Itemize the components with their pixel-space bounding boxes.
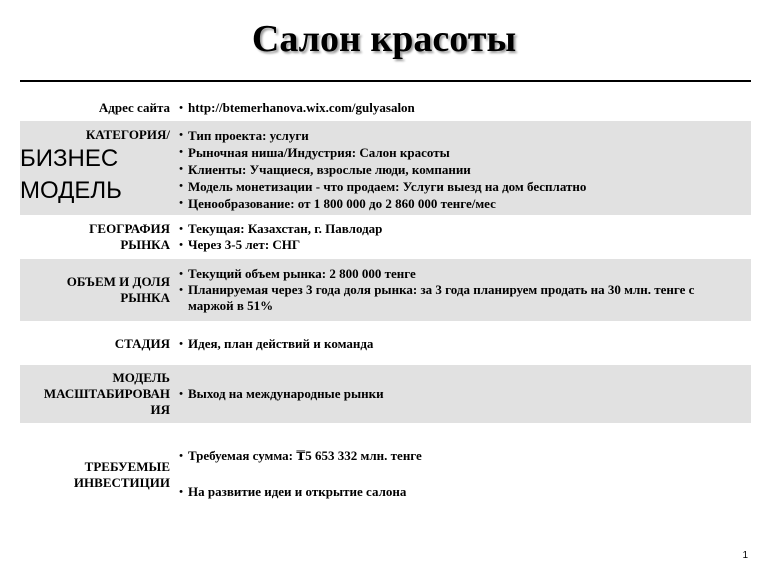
content-scaling bbox=[172, 365, 751, 423]
item-text: Рыночная ниша/Индустрия: Салон красоты bbox=[188, 145, 450, 160]
list-item bbox=[174, 336, 751, 352]
content-address bbox=[172, 98, 751, 118]
label-volume-1: ОБЪЕМ И ДОЛЯ bbox=[66, 274, 170, 289]
list-item bbox=[174, 127, 751, 144]
list-item bbox=[174, 178, 751, 195]
bullet-icon: • bbox=[179, 180, 183, 192]
list-item bbox=[174, 282, 751, 314]
list-item bbox=[174, 221, 751, 237]
row-geography bbox=[20, 218, 751, 256]
label-stage bbox=[20, 330, 172, 358]
bullet-icon: • bbox=[179, 450, 183, 462]
label-volume-2: РЫНКА bbox=[120, 290, 170, 305]
label-scaling-1: МОДЕЛЬ bbox=[112, 370, 170, 385]
content-category bbox=[172, 121, 751, 215]
bullet-icon: • bbox=[179, 223, 183, 235]
label-scaling-2: МАСШТАБИРОВАН bbox=[43, 386, 170, 401]
list-item bbox=[174, 100, 751, 116]
label-address bbox=[20, 98, 172, 118]
bullet-icon: • bbox=[179, 338, 183, 350]
row-volume bbox=[20, 259, 751, 321]
item-text: Модель монетизации - что продаем: Услуги выезд на дом бесплатно bbox=[188, 179, 587, 194]
label-category bbox=[20, 121, 172, 215]
label-investment-2: ИНВЕСТИЦИИ bbox=[73, 475, 170, 490]
item-text: На развитие идеи и открытие салона bbox=[188, 484, 407, 499]
label-geography-1: ГЕОГРАФИЯ bbox=[89, 221, 170, 236]
list-item bbox=[174, 144, 751, 161]
row-category bbox=[20, 121, 751, 215]
content-stage bbox=[172, 330, 751, 358]
list-item bbox=[174, 484, 751, 500]
item-text: Выход на международные рынки bbox=[188, 386, 384, 401]
label-category-top: КАТЕГОРИЯ/ bbox=[85, 127, 170, 142]
item-text: Текущая: Казахстан, г. Павлодар bbox=[188, 221, 383, 236]
label-address-text: Адрес сайта bbox=[98, 100, 170, 115]
label-investment bbox=[20, 440, 172, 510]
bullet-icon: • bbox=[179, 163, 183, 175]
label-category-big-2: МОДЕЛЬ bbox=[20, 177, 122, 204]
item-text: Через 3-5 лет: СНГ bbox=[188, 237, 301, 252]
list-item bbox=[174, 266, 751, 282]
row-address bbox=[20, 98, 751, 118]
item-text: Планируемая через 3 года доля рынка: за 3 года планируем продать на 30 млн. тенге с маржой в 51% bbox=[188, 282, 695, 313]
bullet-icon: • bbox=[179, 268, 183, 280]
bullet-icon: • bbox=[179, 197, 183, 209]
list-item bbox=[174, 195, 751, 212]
label-category-big-1: БИЗНЕС bbox=[20, 145, 119, 172]
item-text: Идея, план действий и команда bbox=[188, 336, 374, 351]
content-geography bbox=[172, 218, 751, 256]
label-geography bbox=[20, 218, 172, 256]
item-text: Требуемая сумма: ₸5 653 332 млн. тенге bbox=[188, 448, 422, 463]
list-item bbox=[174, 161, 751, 178]
label-scaling-3: ИЯ bbox=[150, 402, 170, 417]
row-scaling bbox=[20, 365, 751, 423]
label-scaling bbox=[20, 365, 172, 423]
row-stage bbox=[20, 330, 751, 358]
item-text: Клиенты: Учащиеся, взрослые люди, компании bbox=[188, 162, 471, 177]
label-investment-1: ТРЕБУЕМЫЕ bbox=[84, 459, 170, 474]
list-item bbox=[174, 386, 751, 402]
website-link[interactable]: http://btemerhanova.wix.com/gulyasalon bbox=[188, 100, 415, 115]
label-stage-text: СТАДИЯ bbox=[114, 336, 170, 351]
label-geography-2: РЫНКА bbox=[120, 237, 170, 252]
bullet-icon: • bbox=[179, 102, 183, 114]
row-investment bbox=[20, 440, 751, 510]
item-text: Текущий объем рынка: 2 800 000 тенге bbox=[188, 266, 416, 281]
item-text: Тип проекта: услуги bbox=[188, 128, 309, 143]
label-volume bbox=[20, 259, 172, 321]
bullet-icon: • bbox=[179, 388, 183, 400]
bullet-icon: • bbox=[179, 239, 183, 251]
bullet-icon: • bbox=[179, 146, 183, 158]
bullet-icon: • bbox=[179, 284, 183, 296]
content-investment bbox=[172, 440, 751, 510]
list-item bbox=[174, 448, 751, 464]
list-item bbox=[174, 237, 751, 253]
page-title: Салон красоты bbox=[251, 18, 517, 60]
bullet-icon: • bbox=[179, 129, 183, 141]
bullet-icon: • bbox=[179, 486, 183, 498]
page-number: 1 bbox=[742, 550, 748, 561]
title-divider bbox=[20, 80, 751, 82]
item-text: Ценообразование: от 1 800 000 до 2 860 000 тенге/мес bbox=[188, 196, 496, 211]
content-volume bbox=[172, 259, 751, 321]
